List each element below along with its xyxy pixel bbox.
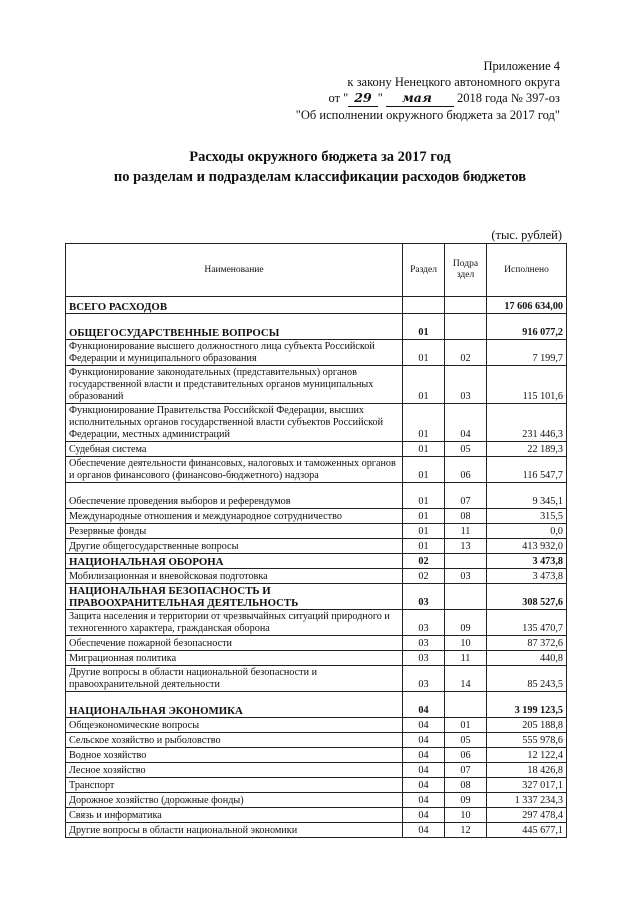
date-day-handwritten: 29 <box>348 90 377 107</box>
row-value: 445 677,1 <box>487 823 567 838</box>
row-subsection <box>445 554 487 569</box>
expenditure-table <box>65 243 567 838</box>
row-section: 03 <box>403 651 445 666</box>
row-subsection: 08 <box>445 509 487 524</box>
row-name: Миграционная политика <box>66 651 403 666</box>
table-row <box>66 808 567 823</box>
row-subsection: 11 <box>445 651 487 666</box>
table-total-row <box>66 297 567 314</box>
title-line-1: Расходы окружного бюджета за 2017 год <box>189 149 451 165</box>
row-subsection: 06 <box>445 457 487 483</box>
table-row <box>66 610 567 636</box>
row-name: Обеспечение проведения выборов и референдумов <box>66 483 403 509</box>
row-name: Общеэкономические вопросы <box>66 718 403 733</box>
table-row <box>66 483 567 509</box>
row-section: 04 <box>403 808 445 823</box>
row-section: 04 <box>403 733 445 748</box>
row-subsection: 02 <box>445 340 487 366</box>
row-value: 85 243,5 <box>487 666 567 692</box>
row-subsection <box>445 314 487 340</box>
row-section: 04 <box>403 778 445 793</box>
row-section: 01 <box>403 509 445 524</box>
row-name: НАЦИОНАЛЬНАЯ ОБОРОНА <box>66 554 403 569</box>
row-section: 04 <box>403 748 445 763</box>
table-row <box>66 733 567 748</box>
row-section: 02 <box>403 554 445 569</box>
row-name: НАЦИОНАЛЬНАЯ БЕЗОПАСНОСТЬ И ПРАВООХРАНИТЕЛЬНАЯ ДЕЯТЕЛЬНОСТЬ <box>66 584 403 610</box>
table-row <box>66 823 567 838</box>
row-value: 916 077,2 <box>487 314 567 340</box>
row-name: Транспорт <box>66 778 403 793</box>
row-section: 01 <box>403 404 445 442</box>
table-row <box>66 584 567 610</box>
table-row <box>66 692 567 718</box>
row-subsection: 12 <box>445 823 487 838</box>
row-name: Обеспечение пожарной безопасности <box>66 636 403 651</box>
date-mid: " <box>377 91 383 105</box>
row-subsection: 07 <box>445 763 487 778</box>
table-row <box>66 651 567 666</box>
row-section: 04 <box>403 823 445 838</box>
table-header-row <box>66 244 567 297</box>
row-name: Водное хозяйство <box>66 748 403 763</box>
appendix-number: Приложение 4 <box>483 59 560 73</box>
row-value: 3 473,8 <box>487 554 567 569</box>
row-section: 04 <box>403 692 445 718</box>
header-subsection: Подра здел <box>445 244 487 297</box>
row-value: 12 122,4 <box>487 748 567 763</box>
row-subsection: 03 <box>445 569 487 584</box>
row-value: 0,0 <box>487 524 567 539</box>
row-name: Обеспечение деятельности финансовых, налоговых и таможенных органов и органов финансового (финансово-бюджетного) надзора <box>66 457 403 483</box>
appendix-law-reference: к закону Ненецкого автономного округа <box>347 75 560 89</box>
row-value: 116 547,7 <box>487 457 567 483</box>
row-section: 01 <box>403 442 445 457</box>
row-subsection: 10 <box>445 636 487 651</box>
row-section: 01 <box>403 457 445 483</box>
row-value: 440,8 <box>487 651 567 666</box>
row-name: Мобилизационная и вневойсковая подготовка <box>66 569 403 584</box>
row-subsection: 14 <box>445 666 487 692</box>
table-row <box>66 340 567 366</box>
table-row <box>66 569 567 584</box>
row-section: 03 <box>403 610 445 636</box>
row-subsection <box>445 297 487 314</box>
row-value: 205 188,8 <box>487 718 567 733</box>
header-executed: Исполнено <box>487 244 567 297</box>
row-subsection: 09 <box>445 610 487 636</box>
row-section: 04 <box>403 718 445 733</box>
row-value: 135 470,7 <box>487 610 567 636</box>
row-name: ВСЕГО РАСХОДОВ <box>66 297 403 314</box>
row-subsection: 09 <box>445 793 487 808</box>
row-value: 87 372,6 <box>487 636 567 651</box>
row-value: 7 199,7 <box>487 340 567 366</box>
row-section: 01 <box>403 340 445 366</box>
row-section: 01 <box>403 314 445 340</box>
row-subsection <box>445 584 487 610</box>
table-row <box>66 554 567 569</box>
row-name: НАЦИОНАЛЬНАЯ ЭКОНОМИКА <box>66 692 403 718</box>
row-section: 01 <box>403 366 445 404</box>
table-row <box>66 778 567 793</box>
row-value: 413 932,0 <box>487 539 567 554</box>
row-section: 04 <box>403 763 445 778</box>
header-name: Наименование <box>66 244 403 297</box>
row-name: Дорожное хозяйство (дорожные фонды) <box>66 793 403 808</box>
row-subsection: 05 <box>445 442 487 457</box>
row-subsection: 11 <box>445 524 487 539</box>
document-title <box>0 147 640 187</box>
row-value: 297 478,4 <box>487 808 567 823</box>
table-row <box>66 636 567 651</box>
row-value: 115 101,6 <box>487 366 567 404</box>
row-subsection: 06 <box>445 748 487 763</box>
table-row <box>66 457 567 483</box>
row-value: 9 345,1 <box>487 483 567 509</box>
row-name: Другие общегосударственные вопросы <box>66 539 403 554</box>
table-row <box>66 748 567 763</box>
row-section: 01 <box>403 539 445 554</box>
row-name: Защита населения и территории от чрезвычайных ситуаций природного и техногенного характера, гражданская оборона <box>66 610 403 636</box>
date-month-handwritten: мая <box>386 90 454 107</box>
table-row <box>66 404 567 442</box>
appendix-date-line <box>296 90 560 107</box>
table-row <box>66 763 567 778</box>
table-row <box>66 539 567 554</box>
row-name: Международные отношения и международное сотрудничество <box>66 509 403 524</box>
header-section: Раздел <box>403 244 445 297</box>
appendix-law-title: "Об исполнении окружного бюджета за 2017 год" <box>295 108 560 122</box>
row-subsection: 05 <box>445 733 487 748</box>
table-row <box>66 442 567 457</box>
row-name: Лесное хозяйство <box>66 763 403 778</box>
row-subsection: 03 <box>445 366 487 404</box>
row-name: Судебная система <box>66 442 403 457</box>
row-value: 3 473,8 <box>487 569 567 584</box>
row-section: 02 <box>403 569 445 584</box>
row-subsection: 04 <box>445 404 487 442</box>
row-subsection: 01 <box>445 718 487 733</box>
table-row <box>66 793 567 808</box>
row-subsection: 13 <box>445 539 487 554</box>
row-section: 04 <box>403 793 445 808</box>
row-subsection: 08 <box>445 778 487 793</box>
row-subsection: 10 <box>445 808 487 823</box>
row-subsection: 07 <box>445 483 487 509</box>
row-name: Функционирование законодательных (представительных) органов государственной власти и представительных органов муниципальных образований <box>66 366 403 404</box>
row-value: 555 978,6 <box>487 733 567 748</box>
row-subsection <box>445 692 487 718</box>
row-value: 231 446,3 <box>487 404 567 442</box>
row-name: Другие вопросы в области национальной безопасности и правоохранительной деятельности <box>66 666 403 692</box>
row-value: 3 199 123,5 <box>487 692 567 718</box>
table-row <box>66 314 567 340</box>
row-name: Резервные фонды <box>66 524 403 539</box>
row-value: 308 527,6 <box>487 584 567 610</box>
units-label: (тыс. рублей) <box>491 228 562 242</box>
table-row <box>66 666 567 692</box>
row-name: Другие вопросы в области национальной экономики <box>66 823 403 838</box>
row-name: Функционирование Правительства Российской Федерации, высших исполнительных органов государственной власти субъектов Российской Федерации, местных администраций <box>66 404 403 442</box>
row-value: 1 337 234,3 <box>487 793 567 808</box>
row-section: 03 <box>403 584 445 610</box>
table-row <box>66 718 567 733</box>
row-value: 18 426,8 <box>487 763 567 778</box>
row-section: 01 <box>403 483 445 509</box>
row-name: Сельское хозяйство и рыболовство <box>66 733 403 748</box>
row-section: 03 <box>403 666 445 692</box>
row-value: 327 017,1 <box>487 778 567 793</box>
title-line-2: по разделам и подразделам классификации расходов бюджетов <box>113 169 527 185</box>
date-prefix: от " <box>328 91 349 105</box>
appendix-header <box>296 58 560 123</box>
row-value: 17 606 634,00 <box>487 297 567 314</box>
row-name: Функционирование высшего должностного лица субъекта Российской Федерации и муниципального образования <box>66 340 403 366</box>
row-value: 22 189,3 <box>487 442 567 457</box>
row-section: 01 <box>403 524 445 539</box>
row-section: 03 <box>403 636 445 651</box>
table-row <box>66 509 567 524</box>
row-name: Связь и информатика <box>66 808 403 823</box>
row-section <box>403 297 445 314</box>
row-name: ОБЩЕГОСУДАРСТВЕННЫЕ ВОПРОСЫ <box>66 314 403 340</box>
row-value: 315,5 <box>487 509 567 524</box>
table-row <box>66 524 567 539</box>
date-suffix: 2018 года № 397-оз <box>456 91 560 105</box>
table-row <box>66 366 567 404</box>
